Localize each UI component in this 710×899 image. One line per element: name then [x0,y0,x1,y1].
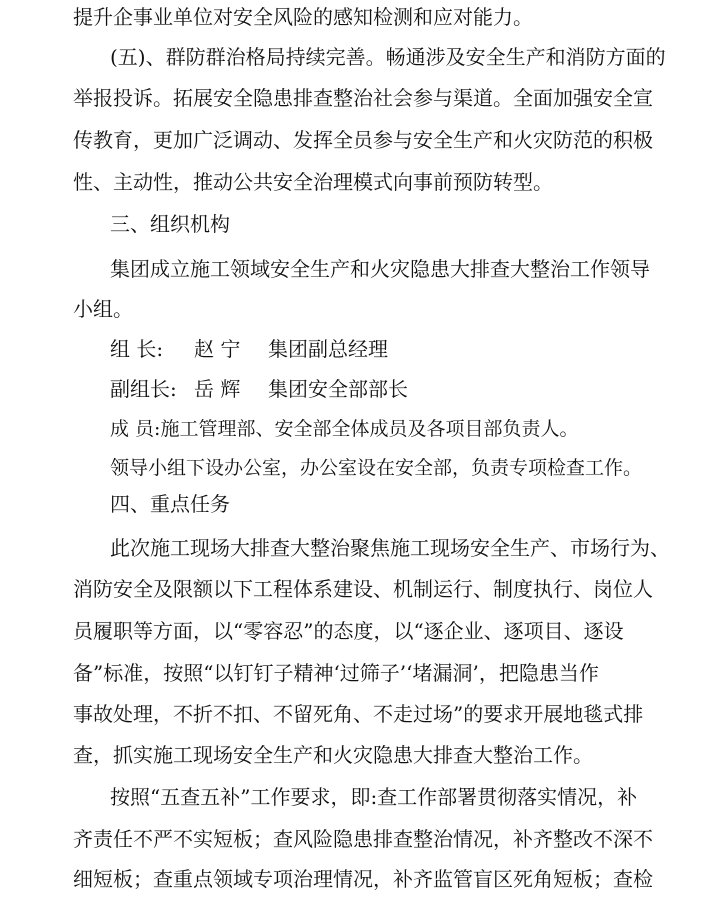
paragraph-line: 提升企事业单位对安全风险的感知检测和应对能力。 [73,5,533,29]
paragraph-line: 此次施工现场大排查大整治聚焦施工现场安全生产、市场行为、 [110,536,670,560]
member-role: 副组长: [110,377,177,401]
section-heading: 三、组织机构 [110,212,230,236]
paragraph-line: 举报投诉。拓展安全隐患排查整治社会参与渠道。全面加强安全宣 [73,86,653,110]
paragraph-line: 传教育，更加广泛调动、发挥全员参与安全生产和火灾防范的积极 [73,128,653,152]
paragraph-line: 查，抓实施工现场安全生产和火灾隐患大排查大整治工作。 [73,743,593,767]
member-name: 赵 宁 [194,337,241,361]
member-row [110,374,408,404]
paragraph-line: 员履职等方面，以“零容忍”的态度，以“逐企业、逐项目、逐设 [73,619,624,643]
paragraph-line: 消防安全及限额以下工程体系建设、机制运行、制度执行、岗位人 [73,577,653,601]
paragraph-line: 事故处理，不折不扣、不留死角、不走过场”的要求开展地毯式排 [73,702,644,726]
paragraph-line: 领导小组下设办公室，办公室设在安全部，负责专项检查工作。 [110,457,643,479]
paragraph-line: 成 员:施工管理部、安全部全体成员及各项目部负责人。 [110,418,579,440]
paragraph-line: 齐责任不严不实短板；查风险隐患排查整治情况，补齐整改不深不 [73,827,653,851]
paragraph-line: 按照“五查五补”工作要求，即:查工作部署贯彻落实情况，补 [110,785,638,809]
member-title: 集团安全部部长 [268,377,408,401]
member-title: 集团副总经理 [268,337,388,361]
paragraph-line: 集团成立施工领域安全生产和火灾隐患大排查大整治工作领导 [110,257,650,281]
member-row [110,334,388,364]
paragraph-line: 细短板；查重点领域专项治理情况，补齐监管盲区死角短板；查检 [73,867,653,891]
member-name: 岳 辉 [194,377,241,401]
paragraph-line: (五)、群防群治格局持续完善。畅通涉及安全生产和消防方面的 [110,45,666,69]
member-role: 组 长: [110,337,164,361]
paragraph-line: 备”标准，按照“以钉钉子精神‘过筛子’‘堵漏洞’，把隐患当作 [73,661,599,685]
paragraph-line: 性、主动性，推动公共安全治理模式向事前预防转型。 [73,170,553,194]
section-heading: 四、重点任务 [110,492,230,516]
paragraph-line: 小组。 [73,297,133,321]
